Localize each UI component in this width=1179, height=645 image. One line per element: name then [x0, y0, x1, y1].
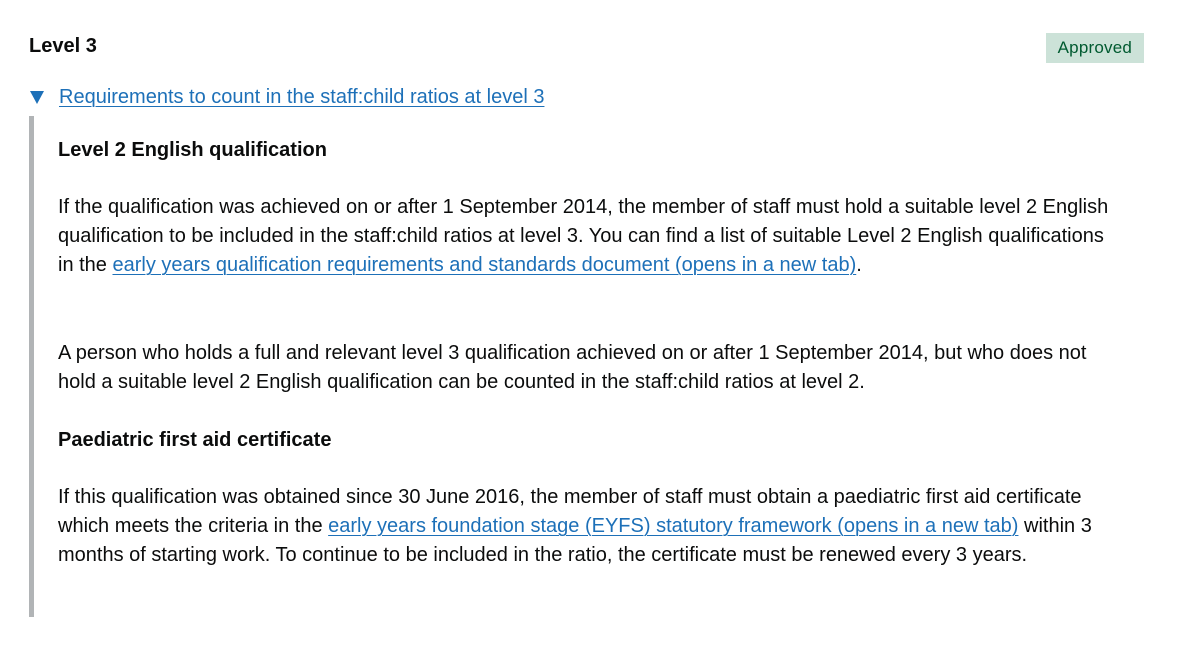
first-aid-paragraph	[58, 483, 1118, 570]
eyq-requirements-link[interactable]: early years qualification requirements and standards document (opens in a new tab)	[112, 254, 857, 276]
requirements-summary-toggle[interactable]	[29, 84, 1149, 110]
first-aid-p1-text: If this qualification was obtained since 30 June 2016, the member of staff must obtain a paediatric first aid certificate which meets the criteria in the	[58, 486, 1082, 537]
english-qualification-heading: Level 2 English qualification	[58, 139, 327, 161]
english-p1-text: If the qualification was achieved on or after 1 September 2014, the member of staff must hold a suitable level 2 English qualification to be included in the staff:child ratios at level 3. You can find a list of suitable Level 2 English qualifications in the	[58, 196, 1109, 276]
first-aid-p1-end: within 3 months of starting work. To continue to be included in the ratio, the certificate must be renewed every 3 years.	[58, 515, 1092, 566]
english-p1-end: .	[856, 254, 862, 276]
first-aid-heading: Paediatric first aid certificate	[58, 429, 332, 451]
english-qualification-paragraph-1	[58, 193, 1118, 280]
triangle-down-icon[interactable]	[30, 91, 44, 104]
requirements-summary-link[interactable]: Requirements to count in the staff:child ratios at level 3	[59, 86, 545, 108]
status-badge: Approved	[1046, 33, 1144, 63]
requirements-details	[29, 84, 1149, 566]
eyfs-framework-link[interactable]: early years foundation stage (EYFS) statutory framework (opens in a new tab)	[328, 515, 1019, 537]
level-heading: Level 3	[29, 35, 97, 57]
details-body	[29, 116, 1119, 617]
level-header	[29, 33, 1144, 63]
english-qualification-paragraph-2: A person who holds a full and relevant level 3 qualification achieved on or after 1 September 2014, but who does not hold a suitable level 2 English qualification can be counted in the staff:child ratios at level 2.	[58, 342, 1087, 393]
